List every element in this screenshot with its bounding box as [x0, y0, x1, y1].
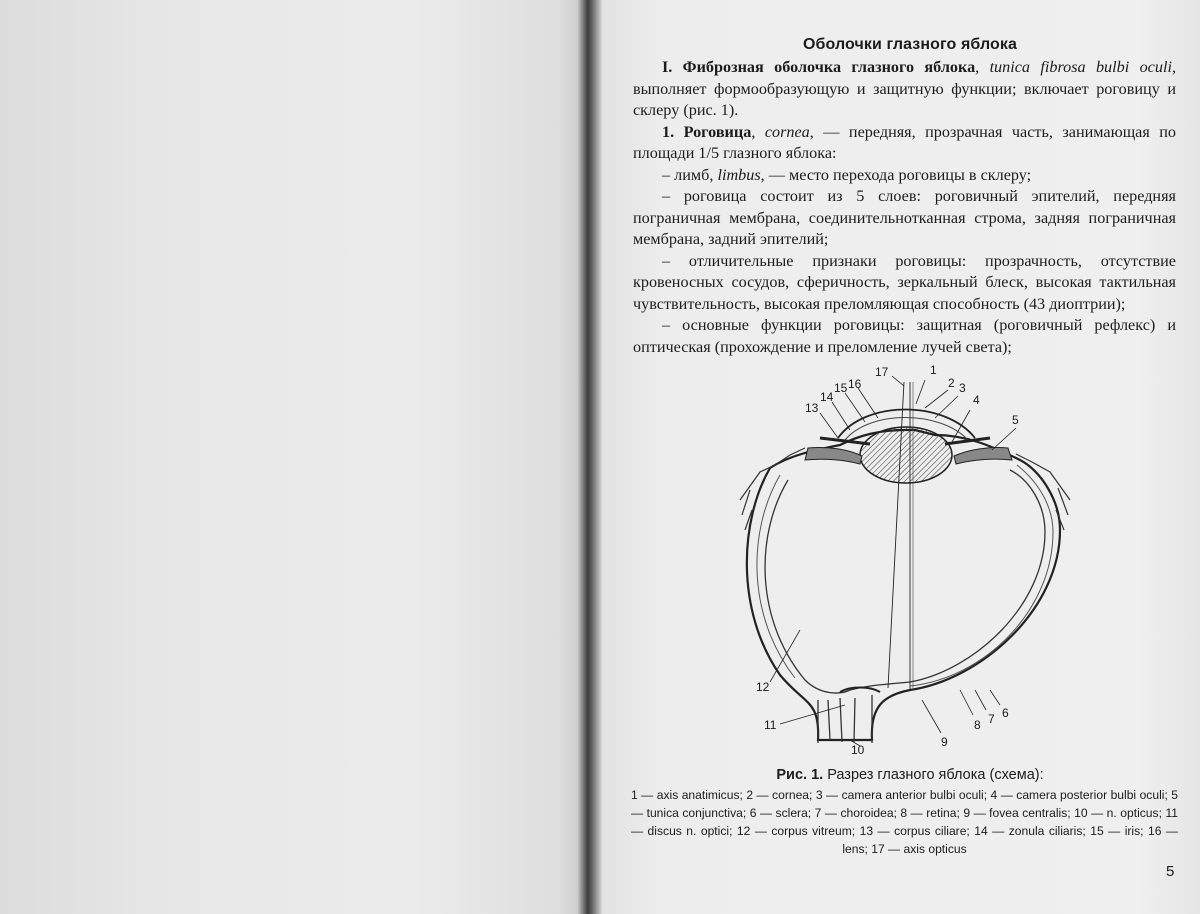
label-16: 16 [848, 377, 862, 391]
book-gutter [578, 0, 602, 914]
ciliary-body-right [954, 447, 1012, 464]
paragraph: – отличительные признаки роговицы: прозрачность, отсутствие кровеносных сосудов, сферичность, зеркальный блеск, высокая тактильная чувствительность, высокая преломляющая способность (43 диоптрии); [633, 251, 1176, 313]
label-17: 17 [875, 365, 889, 379]
label-11: 11 [764, 718, 777, 732]
label-10: 10 [851, 743, 865, 757]
label-5: 5 [1012, 413, 1019, 427]
paragraph: – основные функции роговицы: защитная (роговичный рефлекс) и оптическая (прохождение и преломление лучей света); [633, 316, 1176, 356]
label-13: 13 [805, 401, 819, 415]
left-blank-page [0, 0, 583, 914]
label-2: 2 [948, 376, 955, 390]
page-title: Оболочки глазного яблока [802, 36, 1018, 53]
paragraph: I. Фиброзная оболочка глазного яблока, tunica fibrosa bulbi oculi, выполняет формообразующую и защитную функции; включает роговицу и склеру (рис. 1). [633, 58, 1176, 119]
figure-caption: Рис. 1. Разрез глазного яблока (схема): [776, 767, 1044, 783]
optic-nerve [818, 695, 872, 743]
label-12: 12 [756, 680, 770, 694]
retina-outline [765, 470, 1045, 693]
label-6: 6 [1002, 706, 1009, 720]
label-9: 9 [941, 735, 948, 749]
label-4: 4 [973, 393, 980, 407]
conjunctiva-right [1016, 454, 1070, 530]
ciliary-body-left [805, 447, 862, 464]
label-1: 1 [930, 363, 937, 377]
label-3: 3 [959, 381, 966, 395]
paragraph: 1. Роговица, cornea, — передняя, прозрачная часть, занимающая по площади 1/5 глазного яблока: [633, 122, 1176, 162]
lens-shape [860, 427, 952, 483]
label-14: 14 [820, 390, 834, 404]
label-7: 7 [988, 712, 995, 726]
paragraph: – роговица состоит из 5 слоев: роговичный эпителий, передняя пограничная мембрана, соединительнотканная строма, задняя пограничная мембрана, задний эпителий; [633, 187, 1176, 248]
body-text [633, 57, 1176, 358]
paragraph: – лимб, limbus, — место перехода роговицы в склеру; [662, 165, 1032, 184]
page-number: 5 [1166, 863, 1175, 880]
eye-diagram [720, 360, 1090, 765]
figure-legend: 1 — axis anatimicus; 2 — cornea; 3 — camera anterior bulbi oculi; 4 — camera posterior bulbi oculi; 5 — tunica conjunctiva; 6 — sclera; 7 — choroidea; 8 — retina; 9 — fovea centralis; 10 — n. opticus; 11 — discus n. optici; 12 — corpus vitreum; 13 — corpus ciliare; 14 — zonula ciliaris; 15 — iris; 16 — lens; 17 — axis opticus [631, 788, 1178, 856]
label-8: 8 [974, 718, 981, 732]
label-15: 15 [834, 381, 848, 395]
